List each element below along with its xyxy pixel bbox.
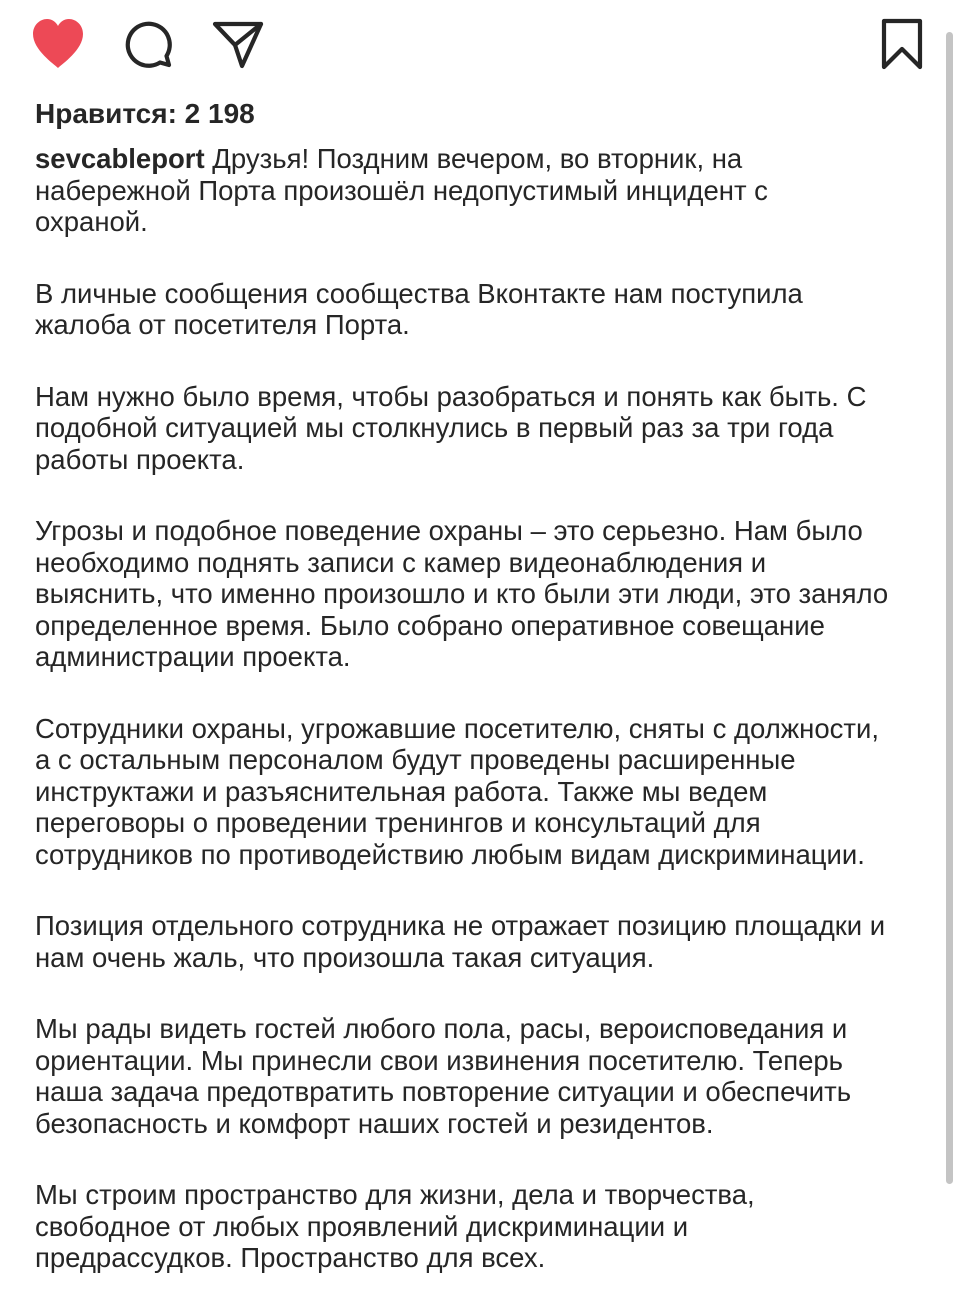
share-icon: [212, 18, 264, 70]
share-button[interactable]: [208, 14, 268, 74]
caption-line: свободное от любых проявлений дискриминации и: [35, 1210, 689, 1242]
caption-line: работы проекта.: [35, 443, 245, 475]
caption-paragraph: [35, 1179, 930, 1274]
caption-line: ориентации. Мы принесли свои извинения посетителю. Теперь: [35, 1044, 844, 1076]
caption-line: выяснить, что именно произошло и кто были эти люди, это заняло: [35, 578, 889, 609]
heart-icon: [30, 18, 86, 70]
caption-line: инструктажи и разъяснительная работа. Также мы ведем: [35, 775, 768, 807]
post-action-bar: [0, 14, 960, 78]
comment-button[interactable]: [118, 14, 178, 74]
post-caption: [35, 143, 930, 1314]
caption-line: охраной.: [35, 206, 148, 237]
likes-count[interactable]: Нравится: 2 198: [35, 98, 255, 129]
caption-line: безопасность и комфорт наших гостей и резидентов.: [35, 1107, 714, 1139]
like-button[interactable]: [28, 14, 88, 74]
caption-text: Друзья! Поздним вечером, во вторник, на: [204, 143, 743, 174]
caption-line: предрассудков. Пространство для всех.: [35, 1242, 546, 1273]
caption-line: В личные сообщения сообщества Вконтакте нам поступила: [35, 277, 803, 309]
caption-paragraph: [35, 381, 930, 476]
caption-paragraph: [35, 278, 930, 341]
caption-line: переговоры о проведении тренингов и консультаций для: [35, 807, 761, 838]
caption-line: нам очень жаль, что произошла такая ситуация.: [35, 941, 655, 973]
caption-paragraph: [35, 143, 930, 238]
save-button[interactable]: [872, 14, 932, 74]
caption-line: администрации проекта.: [35, 641, 351, 672]
caption-paragraph: [35, 515, 930, 673]
caption-line: подобной ситуацией мы столкнулись в первый раз за три года: [35, 412, 834, 443]
scrollbar[interactable]: [946, 32, 953, 1184]
caption-paragraph: [35, 713, 930, 871]
caption-paragraph: [35, 910, 930, 973]
caption-line: набережной Порта произошёл недопустимый инцидент с: [35, 174, 768, 206]
caption-line: необходимо поднять записи с камер видеонаблюдения и: [35, 546, 767, 578]
caption-paragraph: [35, 1013, 930, 1139]
username-link[interactable]: sevcableport: [35, 143, 205, 174]
caption-line: определенное время. Было собрано оперативное совещание: [35, 609, 825, 641]
caption-line: Сотрудники охраны, угрожавшие посетителю, сняты с должности,: [35, 712, 879, 744]
caption-line: Позиция отдельного сотрудника не отражает позицию площадки и: [35, 910, 886, 941]
caption-line: а с остальным персоналом будут проведены расширенные: [35, 744, 796, 775]
bookmark-icon: [880, 18, 924, 70]
caption-line: Нам нужно было время, чтобы разобраться и понять как быть. С: [35, 380, 867, 412]
caption-line: наша задача предотвратить повторение ситуации и обеспечить: [35, 1076, 852, 1107]
comment-icon: [122, 18, 174, 70]
caption-line: Мы рады видеть гостей любого пола, расы, вероисповедания и: [35, 1013, 848, 1044]
caption-line: Мы строим пространство для жизни, дела и творчества,: [35, 1179, 755, 1210]
caption-line: жалоба от посетителя Порта.: [35, 309, 410, 340]
caption-line: сотрудников по противодействию любым видам дискриминации.: [35, 838, 865, 870]
caption-line: [35, 143, 930, 175]
caption-line: Угрозы и подобное поведение охраны – это серьезно. Нам было: [35, 515, 863, 546]
